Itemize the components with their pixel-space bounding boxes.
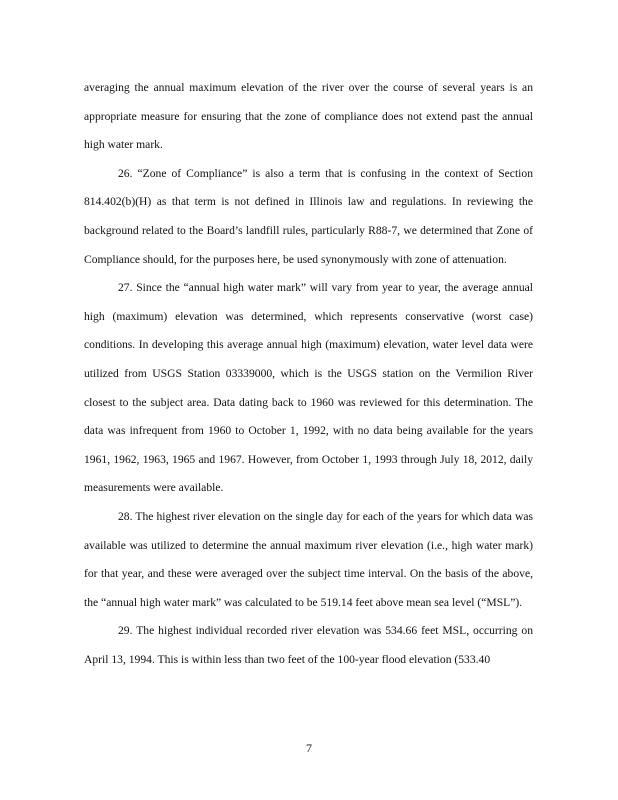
paragraph-29: 29. The highest individual recorded river elevation was 534.66 feet MSL, occurring on April 13, 1994. This is within less than two feet of the 100-year flood elevation (533.40 xyxy=(84,624,533,666)
paragraph-27: 27. Since the “annual high water mark” will vary from year to year, the average annual high (maximum) elevation was determined, which represents conservative (worst case) conditions. In developing this average annual high (maximum) elevation, water level data were utilized from USGS Station 03339000, which is the USGS station on the Vermilion River closest to the subject area. Data dating back to 1960 was reviewed for this determination. The data was infrequent from 1960 to October 1, 1992, with no data being available for the years 1961, 1962, 1963, 1965 and 1967. However, from October 1, 1993 through July 18, 2012, daily measurements were available. xyxy=(84,281,533,495)
paragraph-26: 26. “Zone of Compliance” is also a term that is confusing in the context of Section 814.402(b)(H) as that term is not defined in Illinois law and regulations. In reviewing the background related to the Board’s landfill rules, particularly R88-7, we determined that Zone of Compliance should, for the purposes here, be used synonymously with zone of attenuation. xyxy=(84,166,533,266)
body-text xyxy=(84,74,533,674)
paragraph-28: 28. The highest river elevation on the single day for each of the years for which data was available was utilized to determine the annual maximum river elevation (i.e., high water mark) for that year, and these were averaged over the subject time interval. On the basis of the above, the “annual high water mark” was calculated to be 519.14 feet above mean sea level (“MSL”). xyxy=(84,509,533,609)
page-number: 7 xyxy=(306,741,312,755)
paragraph-continuation: averaging the annual maximum elevation of the river over the course of several years is an appropriate measure for ensuring that the zone of compliance does not extend past the annual high water mark. xyxy=(84,81,533,152)
